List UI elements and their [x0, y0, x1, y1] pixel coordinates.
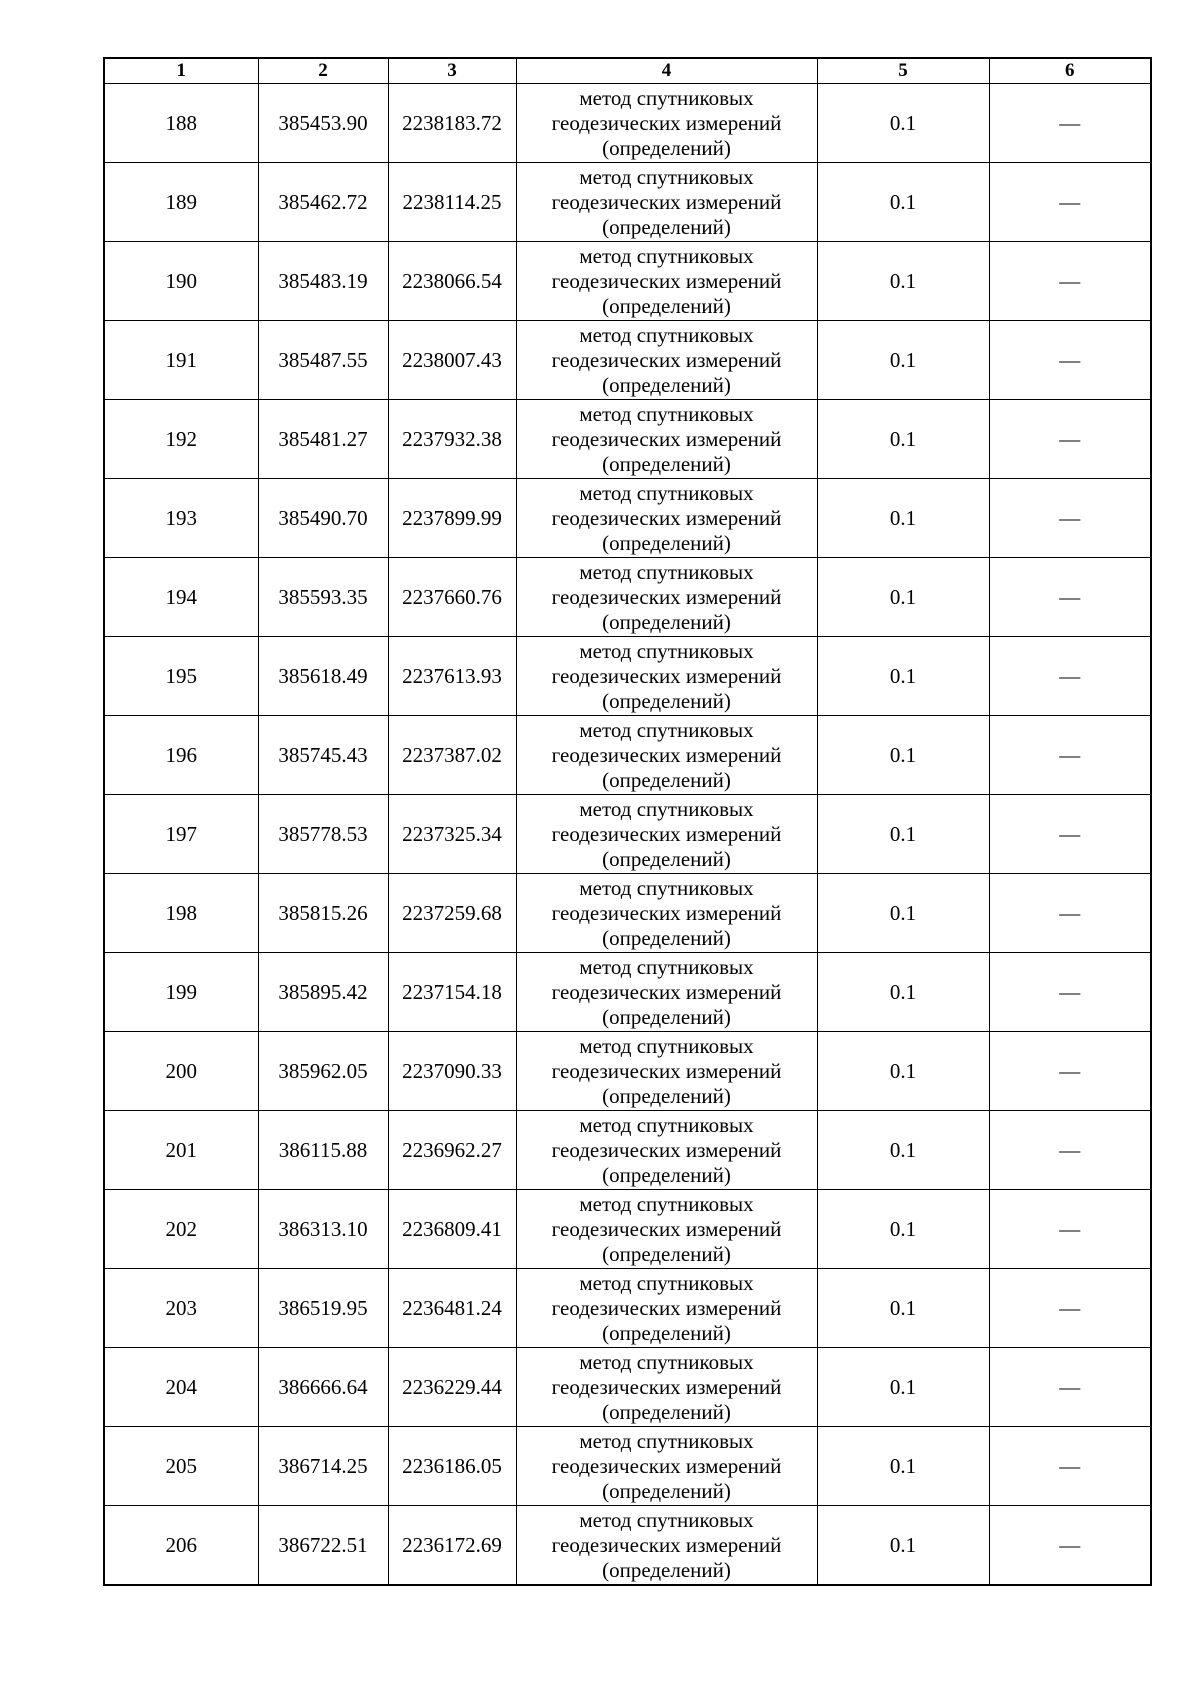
point-number-cell: 205: [104, 1427, 258, 1506]
point-number-cell: 197: [104, 795, 258, 874]
method-line: метод спутниковых: [579, 559, 754, 584]
point-number-cell: 204: [104, 1348, 258, 1427]
x-coordinate-cell: 385483.19: [258, 242, 388, 321]
method-line: геодезических измерений: [551, 1532, 782, 1557]
method-cell: [516, 400, 817, 479]
table-row: [104, 1506, 1151, 1586]
table-row: [104, 874, 1151, 953]
method-line: метод спутниковых: [579, 1428, 754, 1453]
method-cell: [516, 479, 817, 558]
y-coordinate-cell: 2237154.18: [388, 953, 516, 1032]
point-number-cell: 196: [104, 716, 258, 795]
note-cell: —: [989, 558, 1151, 637]
table-row: [104, 321, 1151, 400]
method-line: геодезических измерений: [551, 1453, 782, 1478]
method-line: геодезических измерений: [551, 1295, 782, 1320]
column-header-1: 1: [104, 58, 258, 84]
note-cell: —: [989, 1506, 1151, 1586]
point-number-cell: 188: [104, 84, 258, 163]
method-cell: [516, 84, 817, 163]
x-coordinate-cell: 385895.42: [258, 953, 388, 1032]
table-row: [104, 1269, 1151, 1348]
point-number-cell: 193: [104, 479, 258, 558]
note-cell: —: [989, 479, 1151, 558]
x-coordinate-cell: 386115.88: [258, 1111, 388, 1190]
method-line: метод спутниковых: [579, 1112, 754, 1137]
method-line: геодезических измерений: [551, 189, 782, 214]
method-line: метод спутниковых: [579, 717, 754, 742]
method-line: геодезических измерений: [551, 821, 782, 846]
accuracy-cell: 0.1: [817, 1032, 989, 1111]
method-line: (определений): [602, 925, 731, 950]
method-line: (определений): [602, 1162, 731, 1187]
point-number-cell: 200: [104, 1032, 258, 1111]
method-line: метод спутниковых: [579, 1507, 754, 1532]
y-coordinate-cell: 2236809.41: [388, 1190, 516, 1269]
table-row: [104, 953, 1151, 1032]
note-cell: —: [989, 637, 1151, 716]
method-line: (определений): [602, 846, 731, 871]
note-cell: —: [989, 953, 1151, 1032]
method-line: геодезических измерений: [551, 663, 782, 688]
method-cell: [516, 637, 817, 716]
method-line: (определений): [602, 372, 731, 397]
note-cell: —: [989, 84, 1151, 163]
accuracy-cell: 0.1: [817, 1269, 989, 1348]
x-coordinate-cell: 385745.43: [258, 716, 388, 795]
method-cell: [516, 1506, 817, 1586]
point-number-cell: 201: [104, 1111, 258, 1190]
x-coordinate-cell: 385487.55: [258, 321, 388, 400]
method-line: метод спутниковых: [579, 875, 754, 900]
y-coordinate-cell: 2237387.02: [388, 716, 516, 795]
x-coordinate-cell: 386519.95: [258, 1269, 388, 1348]
method-line: метод спутниковых: [579, 243, 754, 268]
coordinates-table: [103, 57, 1152, 1586]
method-line: метод спутниковых: [579, 954, 754, 979]
method-line: геодезических измерений: [551, 268, 782, 293]
note-cell: —: [989, 716, 1151, 795]
note-cell: —: [989, 795, 1151, 874]
x-coordinate-cell: 385453.90: [258, 84, 388, 163]
accuracy-cell: 0.1: [817, 874, 989, 953]
method-line: (определений): [602, 214, 731, 239]
accuracy-cell: 0.1: [817, 637, 989, 716]
table-row: [104, 1427, 1151, 1506]
point-number-cell: 194: [104, 558, 258, 637]
method-line: геодезических измерений: [551, 584, 782, 609]
table-row: [104, 84, 1151, 163]
method-cell: [516, 558, 817, 637]
method-line: (определений): [602, 530, 731, 555]
method-line: метод спутниковых: [579, 164, 754, 189]
y-coordinate-cell: 2237090.33: [388, 1032, 516, 1111]
x-coordinate-cell: 385778.53: [258, 795, 388, 874]
method-cell: [516, 321, 817, 400]
method-line: (определений): [602, 1320, 731, 1345]
method-line: геодезических измерений: [551, 347, 782, 372]
method-line: геодезических измерений: [551, 1058, 782, 1083]
y-coordinate-cell: 2238007.43: [388, 321, 516, 400]
method-line: (определений): [602, 293, 731, 318]
table-row: [104, 716, 1151, 795]
note-cell: —: [989, 321, 1151, 400]
x-coordinate-cell: 385593.35: [258, 558, 388, 637]
accuracy-cell: 0.1: [817, 1427, 989, 1506]
method-line: метод спутниковых: [579, 85, 754, 110]
note-cell: —: [989, 1111, 1151, 1190]
x-coordinate-cell: 386714.25: [258, 1427, 388, 1506]
method-cell: [516, 242, 817, 321]
accuracy-cell: 0.1: [817, 321, 989, 400]
note-cell: —: [989, 400, 1151, 479]
note-cell: —: [989, 242, 1151, 321]
method-line: метод спутниковых: [579, 1033, 754, 1058]
method-line: геодезических измерений: [551, 110, 782, 135]
method-cell: [516, 163, 817, 242]
accuracy-cell: 0.1: [817, 795, 989, 874]
table-row: [104, 242, 1151, 321]
y-coordinate-cell: 2237613.93: [388, 637, 516, 716]
table-row: [104, 558, 1151, 637]
x-coordinate-cell: 385481.27: [258, 400, 388, 479]
method-line: (определений): [602, 135, 731, 160]
method-line: метод спутниковых: [579, 1349, 754, 1374]
accuracy-cell: 0.1: [817, 716, 989, 795]
note-cell: —: [989, 163, 1151, 242]
accuracy-cell: 0.1: [817, 953, 989, 1032]
y-coordinate-cell: 2238114.25: [388, 163, 516, 242]
table-row: [104, 1348, 1151, 1427]
y-coordinate-cell: 2238183.72: [388, 84, 516, 163]
method-line: метод спутниковых: [579, 1270, 754, 1295]
x-coordinate-cell: 385815.26: [258, 874, 388, 953]
method-line: метод спутниковых: [579, 322, 754, 347]
y-coordinate-cell: 2236962.27: [388, 1111, 516, 1190]
y-coordinate-cell: 2237660.76: [388, 558, 516, 637]
note-cell: —: [989, 1190, 1151, 1269]
method-line: (определений): [602, 767, 731, 792]
table-row: [104, 795, 1151, 874]
column-header-2: 2: [258, 58, 388, 84]
y-coordinate-cell: 2236172.69: [388, 1506, 516, 1586]
method-line: геодезических измерений: [551, 742, 782, 767]
method-line: метод спутниковых: [579, 401, 754, 426]
accuracy-cell: 0.1: [817, 163, 989, 242]
method-line: метод спутниковых: [579, 1191, 754, 1216]
accuracy-cell: 0.1: [817, 1111, 989, 1190]
method-line: (определений): [602, 1399, 731, 1424]
method-line: геодезических измерений: [551, 1374, 782, 1399]
method-line: геодезических измерений: [551, 1137, 782, 1162]
method-line: (определений): [602, 451, 731, 476]
x-coordinate-cell: 385490.70: [258, 479, 388, 558]
table-row: [104, 479, 1151, 558]
table-row: [104, 400, 1151, 479]
point-number-cell: 195: [104, 637, 258, 716]
column-header-5: 5: [817, 58, 989, 84]
table-row: [104, 163, 1151, 242]
table-body: [104, 84, 1151, 1586]
column-header-6: 6: [989, 58, 1151, 84]
accuracy-cell: 0.1: [817, 558, 989, 637]
y-coordinate-cell: 2236481.24: [388, 1269, 516, 1348]
method-line: геодезических измерений: [551, 900, 782, 925]
note-cell: —: [989, 1032, 1151, 1111]
x-coordinate-cell: 385462.72: [258, 163, 388, 242]
method-line: (определений): [602, 1557, 731, 1582]
point-number-cell: 202: [104, 1190, 258, 1269]
accuracy-cell: 0.1: [817, 242, 989, 321]
method-line: (определений): [602, 1241, 731, 1266]
point-number-cell: 206: [104, 1506, 258, 1586]
method-line: геодезических измерений: [551, 979, 782, 1004]
method-line: метод спутниковых: [579, 480, 754, 505]
method-line: геодезических измерений: [551, 505, 782, 530]
x-coordinate-cell: 385618.49: [258, 637, 388, 716]
accuracy-cell: 0.1: [817, 479, 989, 558]
x-coordinate-cell: 386722.51: [258, 1506, 388, 1586]
column-header-4: 4: [516, 58, 817, 84]
point-number-cell: 190: [104, 242, 258, 321]
y-coordinate-cell: 2237899.99: [388, 479, 516, 558]
y-coordinate-cell: 2238066.54: [388, 242, 516, 321]
table-header: [104, 58, 1151, 84]
method-cell: [516, 1111, 817, 1190]
method-line: геодезических измерений: [551, 426, 782, 451]
accuracy-cell: 0.1: [817, 1506, 989, 1586]
point-number-cell: 203: [104, 1269, 258, 1348]
y-coordinate-cell: 2237259.68: [388, 874, 516, 953]
method-line: метод спутниковых: [579, 796, 754, 821]
point-number-cell: 198: [104, 874, 258, 953]
x-coordinate-cell: 385962.05: [258, 1032, 388, 1111]
table-row: [104, 1032, 1151, 1111]
accuracy-cell: 0.1: [817, 84, 989, 163]
method-line: (определений): [602, 1004, 731, 1029]
accuracy-cell: 0.1: [817, 400, 989, 479]
method-cell: [516, 1269, 817, 1348]
x-coordinate-cell: 386666.64: [258, 1348, 388, 1427]
method-cell: [516, 1032, 817, 1111]
method-cell: [516, 1427, 817, 1506]
column-header-3: 3: [388, 58, 516, 84]
table-row: [104, 637, 1151, 716]
method-line: (определений): [602, 1083, 731, 1108]
note-cell: —: [989, 874, 1151, 953]
y-coordinate-cell: 2237932.38: [388, 400, 516, 479]
accuracy-cell: 0.1: [817, 1348, 989, 1427]
accuracy-cell: 0.1: [817, 1190, 989, 1269]
note-cell: —: [989, 1269, 1151, 1348]
x-coordinate-cell: 386313.10: [258, 1190, 388, 1269]
note-cell: —: [989, 1348, 1151, 1427]
table-row: [104, 1111, 1151, 1190]
y-coordinate-cell: 2236229.44: [388, 1348, 516, 1427]
y-coordinate-cell: 2237325.34: [388, 795, 516, 874]
y-coordinate-cell: 2236186.05: [388, 1427, 516, 1506]
method-line: (определений): [602, 1478, 731, 1503]
method-cell: [516, 795, 817, 874]
method-cell: [516, 953, 817, 1032]
point-number-cell: 191: [104, 321, 258, 400]
table-row: [104, 1190, 1151, 1269]
method-cell: [516, 1190, 817, 1269]
method-line: (определений): [602, 609, 731, 634]
point-number-cell: 189: [104, 163, 258, 242]
header-row: [104, 58, 1151, 84]
point-number-cell: 192: [104, 400, 258, 479]
method-line: метод спутниковых: [579, 638, 754, 663]
coordinates-table-container: [103, 57, 1150, 1586]
method-cell: [516, 716, 817, 795]
method-line: (определений): [602, 688, 731, 713]
method-cell: [516, 874, 817, 953]
method-cell: [516, 1348, 817, 1427]
method-line: геодезических измерений: [551, 1216, 782, 1241]
point-number-cell: 199: [104, 953, 258, 1032]
note-cell: —: [989, 1427, 1151, 1506]
